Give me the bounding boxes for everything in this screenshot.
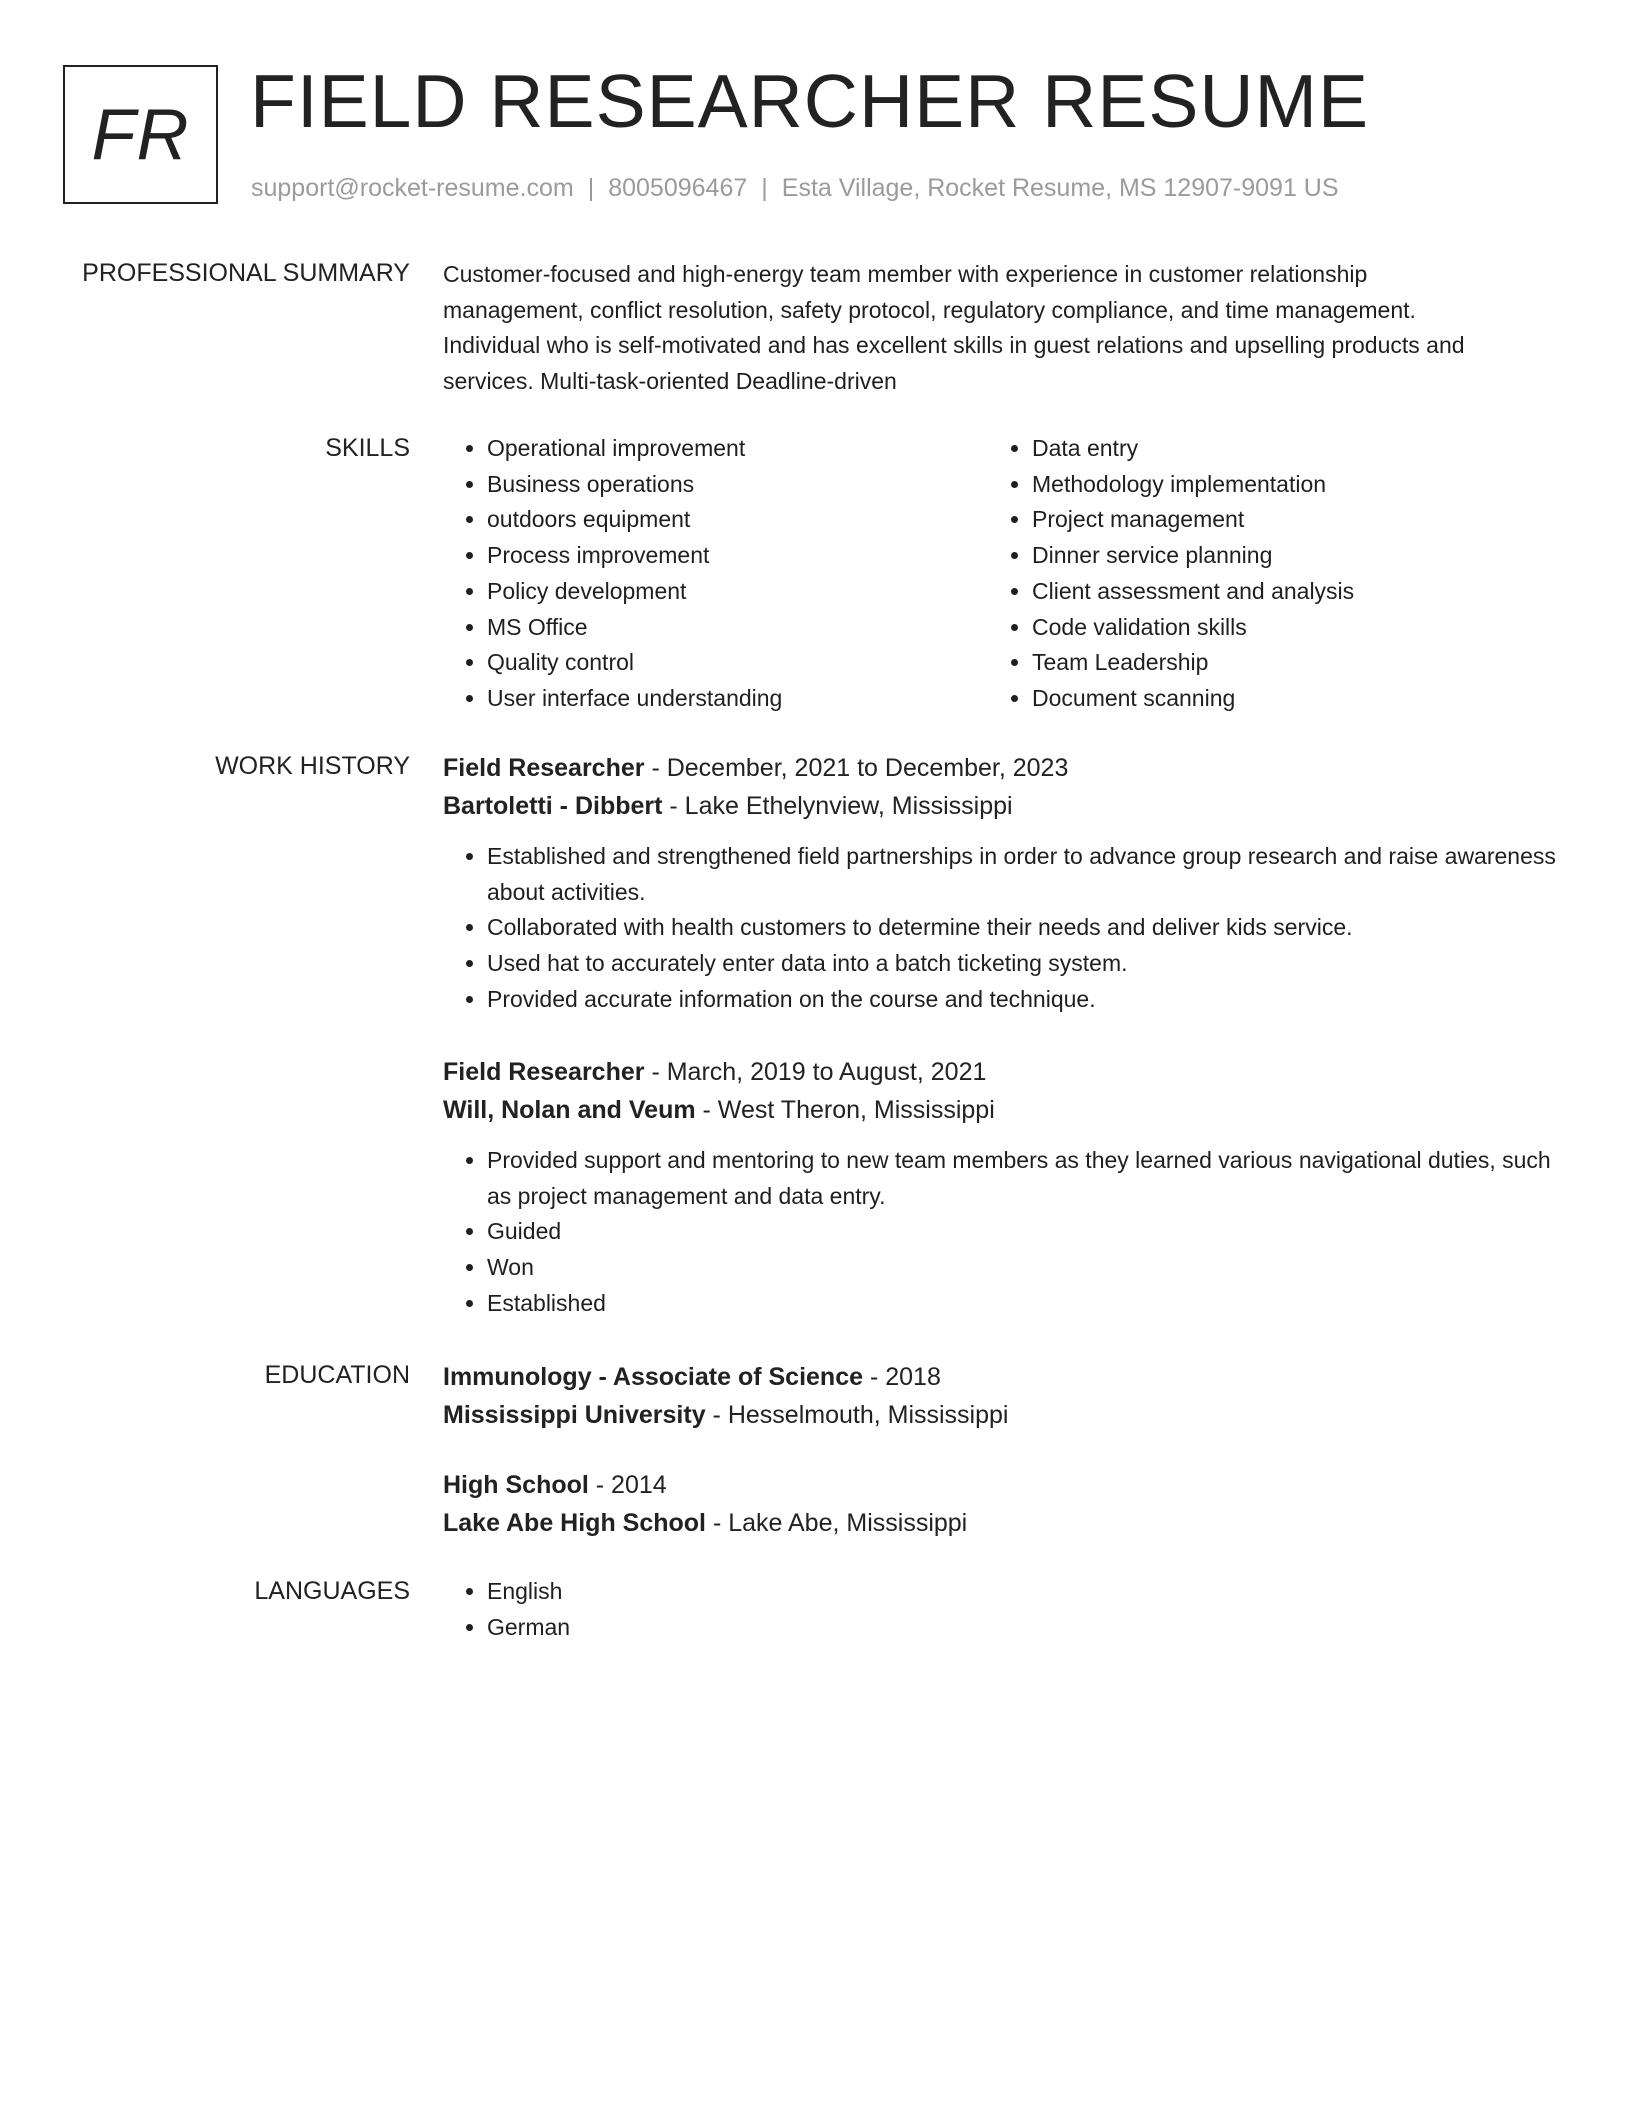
education-year: - 2018 <box>863 1363 941 1391</box>
summary-line: Customer-focused and high-energy team member with experience in customer relationship <box>443 261 1368 287</box>
skill-item: • User interface understanding <box>487 681 988 717</box>
education-school: Lake Abe High School <box>443 1509 707 1537</box>
section-heading-education: EDUCATION <box>264 1361 410 1389</box>
job-title-line <box>443 749 1558 787</box>
job-dates: - March, 2019 to August, 2021 <box>644 1058 987 1086</box>
skills-column-1 <box>443 431 988 717</box>
education-entry <box>443 1358 1558 1434</box>
languages-list <box>443 1574 1558 1645</box>
skill-item: • Dinner service planning <box>1032 538 1533 574</box>
contact-phone[interactable]: 8005096467 <box>608 174 748 202</box>
skill-item: • Project management <box>1032 502 1533 538</box>
skill-item: • Team Leadership <box>1032 645 1533 681</box>
education-location: - Lake Abe, Mississippi <box>706 1509 968 1537</box>
summary-paragraph <box>443 257 1558 399</box>
job-title: Field Researcher <box>443 1058 645 1086</box>
education-degree: High School <box>443 1471 589 1499</box>
section-heading-skills: SKILLS <box>325 434 410 462</box>
education-degree-line <box>443 1358 1558 1396</box>
resume-title: FIELD RESEARCHER RESUME <box>250 59 1370 143</box>
job-bullet: • Guided <box>487 1214 1558 1250</box>
section-heading-languages: LANGUAGES <box>254 1577 410 1605</box>
job-bullet: • Provided accurate information on the course and technique. <box>487 982 1558 1018</box>
education-degree-line <box>443 1466 1558 1504</box>
education-school: Mississippi University <box>443 1401 706 1429</box>
language-item: • English <box>487 1574 1558 1610</box>
job-entry <box>443 749 1558 1018</box>
skill-item: • Policy development <box>487 574 988 610</box>
job-bullets <box>443 1143 1558 1322</box>
skill-item: • Business operations <box>487 467 988 503</box>
skills-grid <box>443 431 1558 717</box>
contact-address: Esta Village, Rocket Resume, MS 12907-9091 US <box>781 174 1339 202</box>
job-location: - West Theron, Mississippi <box>695 1096 995 1124</box>
job-bullet: • Used hat to accurately enter data into a batch ticketing system. <box>487 946 1558 982</box>
job-bullet: • Provided support and mentoring to new team members as they learned various navigational duties, such as project management and data entry. <box>487 1143 1558 1214</box>
job-entry <box>443 1053 1558 1322</box>
job-company: Will, Nolan and Veum <box>443 1096 696 1124</box>
skills-body <box>443 431 1558 717</box>
education-degree: Immunology - Associate of Science <box>443 1363 864 1391</box>
education-year: - 2014 <box>588 1471 667 1499</box>
job-bullet: • Established <box>487 1286 1558 1322</box>
skill-item: • Code validation skills <box>1032 610 1533 646</box>
job-title-line <box>443 1053 1558 1091</box>
contact-email[interactable]: support@rocket-resume.com <box>251 174 574 202</box>
skill-item: • Operational improvement <box>487 431 988 467</box>
job-company-line <box>443 1091 1558 1129</box>
education-location: - Hesselmouth, Mississippi <box>705 1401 1009 1429</box>
job-bullet: • Won <box>487 1250 1558 1286</box>
job-company: Bartoletti - Dibbert <box>443 792 663 820</box>
job-bullet: • Established and strengthened field partnerships in order to advance group research and raise awareness about activities. <box>487 839 1558 910</box>
skills-list <box>988 431 1533 717</box>
monogram-box <box>63 65 218 204</box>
monogram-initials: FR <box>91 94 190 175</box>
job-dates: - December, 2021 to December, 2023 <box>644 754 1069 782</box>
contact-separator: | <box>761 174 768 202</box>
job-bullet: • Collaborated with health customers to determine their needs and deliver kids service. <box>487 910 1558 946</box>
language-item: • German <box>487 1610 1558 1646</box>
summary-line: management, conflict resolution, safety protocol, regulatory compliance, and time management. <box>443 296 1416 323</box>
skill-item: • outdoors equipment <box>487 502 988 538</box>
summary-line: services. Multi-task-oriented Deadline-driven <box>443 367 897 394</box>
section-heading-work-history: WORK HISTORY <box>215 752 410 780</box>
job-bullets <box>443 839 1558 1018</box>
skills-column-2 <box>988 431 1533 717</box>
job-company-line <box>443 787 1558 825</box>
languages-body <box>443 1574 1558 1645</box>
job-location: - Lake Ethelynview, Mississippi <box>662 792 1013 820</box>
contact-line <box>251 172 1339 204</box>
summary-line: Individual who is self-motivated and has excellent skills in guest relations and upselling products and <box>443 332 1465 358</box>
education-school-line <box>443 1504 1558 1542</box>
job-title: Field Researcher <box>443 754 645 782</box>
skill-item: • Quality control <box>487 645 988 681</box>
skill-item: • Methodology implementation <box>1032 467 1533 503</box>
section-heading-summary: PROFESSIONAL SUMMARY <box>82 259 410 287</box>
skill-item: • Document scanning <box>1032 681 1533 717</box>
summary-body <box>443 257 1558 399</box>
education-school-line <box>443 1396 1558 1434</box>
work-history-body <box>443 749 1558 1316</box>
skill-item: • Process improvement <box>487 538 988 574</box>
education-entry <box>443 1466 1558 1542</box>
skill-item: • Client assessment and analysis <box>1032 574 1533 610</box>
skill-item: • MS Office <box>487 610 988 646</box>
skill-item: • Data entry <box>1032 431 1533 467</box>
skills-list <box>443 431 988 717</box>
contact-separator: | <box>587 174 595 202</box>
education-body <box>443 1358 1558 1537</box>
